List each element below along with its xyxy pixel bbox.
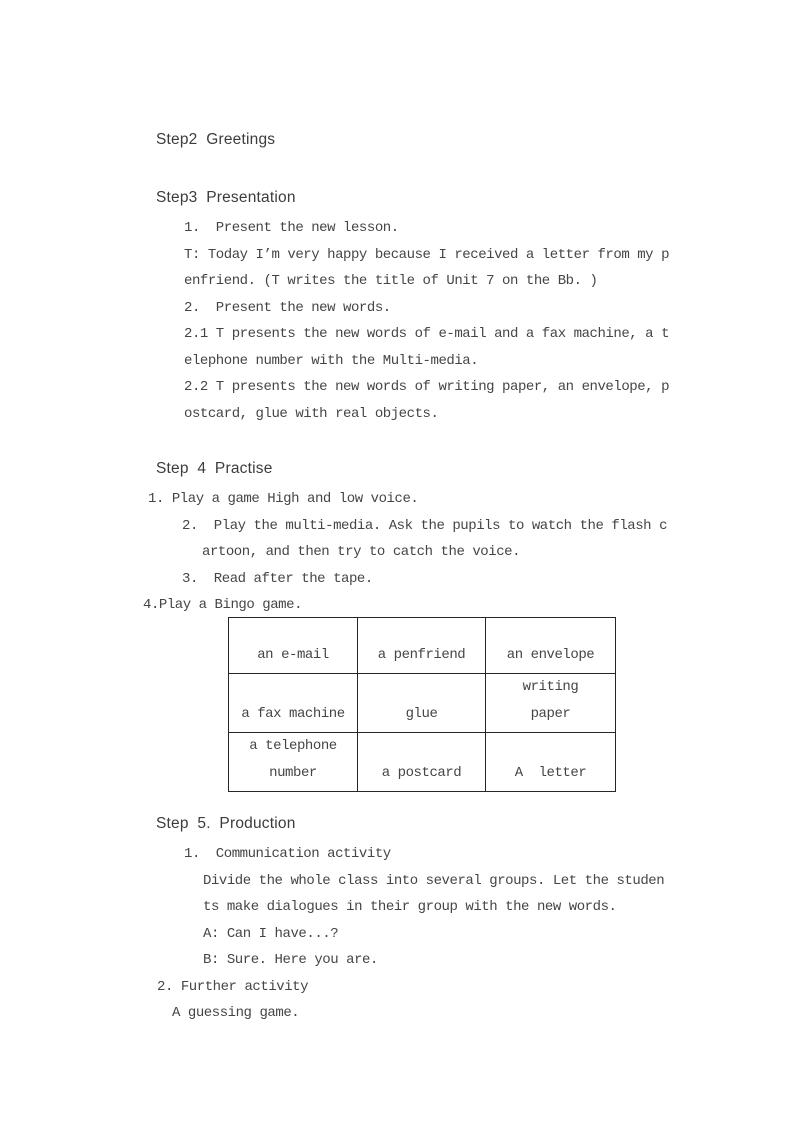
text-line: 2. Further activity [157, 978, 309, 995]
text-line: ostcard, glue with real objects. [184, 405, 439, 422]
text-line: B: Sure. Here you are. [203, 952, 378, 968]
text-line: 3. Read after the tape. [182, 570, 373, 587]
text-line: elephone number with the Multi-media. [184, 352, 479, 369]
bingo-cell [486, 618, 616, 674]
bingo-cell-text: A letter [514, 764, 587, 781]
text-line: A guessing game. [172, 1005, 300, 1021]
bingo-cell-text: a fax machine [241, 705, 345, 722]
text-line: 2.1 T presents the new words of e-mail and a fax machine, a t [184, 326, 670, 342]
bingo-cell [358, 733, 486, 792]
bingo-cell [229, 674, 358, 733]
bingo-cell [358, 674, 486, 733]
table-row [229, 674, 616, 733]
table-row [229, 618, 616, 674]
text-line: 2. Play the multi-media. Ask the pupils to watch the flash c [182, 517, 668, 534]
bingo-cell-text: writing [522, 679, 579, 695]
section-heading-step4-practise: Step 4 Practise [156, 460, 273, 477]
bingo-cell-text: an envelope [506, 646, 595, 663]
text-line: 2.2 T presents the new words of writing paper, an envelope, p [184, 379, 670, 395]
text-line: T: Today I’m very happy because I received a letter from my p [184, 246, 670, 263]
bingo-cell-text: a penfriend [377, 646, 466, 663]
text-line: 1. Play a game High and low voice. [148, 491, 419, 507]
bingo-cell-text: an e-mail [257, 646, 329, 663]
table-row [229, 733, 616, 792]
bingo-cell-text: paper [530, 705, 571, 722]
text-line: 2. Present the new words. [184, 299, 391, 316]
bingo-cell [229, 618, 358, 674]
section-heading-step5-production: Step 5. Production [156, 815, 296, 832]
bingo-cell [358, 618, 486, 674]
text-line: 1. Communication activity [184, 846, 391, 862]
bingo-game-table [228, 617, 616, 792]
text-line: enfriend. (T writes the title of Unit 7 on the Bb. ) [184, 273, 598, 289]
section-heading-step2-greetings: Step2 Greetings [156, 131, 276, 148]
text-line: A: Can I have...? [203, 925, 339, 942]
bingo-cell [486, 733, 616, 792]
text-line: ts make dialogues in their group with the new words. [203, 899, 617, 915]
text-line: Divide the whole class into several groups. Let the studen [203, 872, 665, 889]
bingo-cell [486, 674, 616, 733]
bingo-cell-text: a postcard [381, 764, 462, 781]
text-line: artoon, and then try to catch the voice. [202, 544, 521, 560]
text-line: 4.Play a Bingo game. [143, 597, 303, 613]
bingo-cell-text: glue [405, 705, 438, 722]
section-heading-step3-presentation: Step3 Presentation [156, 189, 296, 206]
text-line: 1. Present the new lesson. [184, 220, 399, 236]
bingo-cell-text: a telephone [249, 738, 337, 754]
bingo-cell-text: number [269, 764, 317, 781]
bingo-cell [229, 733, 358, 792]
